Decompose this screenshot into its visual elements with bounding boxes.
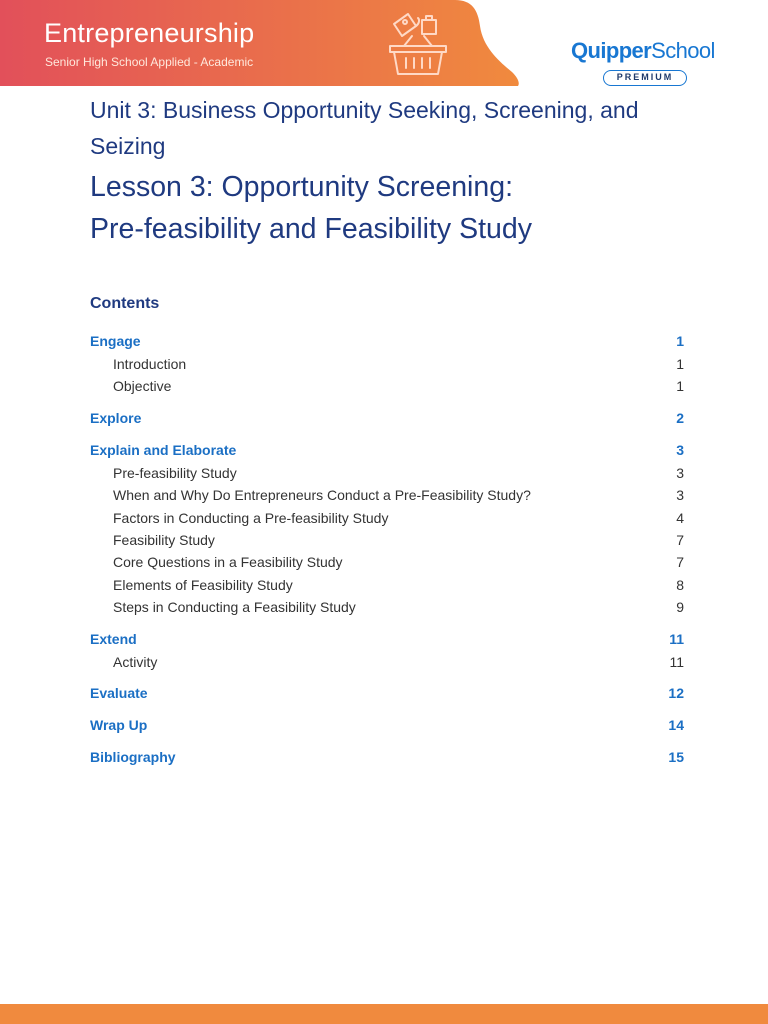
- logo-wordmark: [571, 38, 715, 64]
- toc-section-page-number: 12: [668, 684, 684, 701]
- toc-subsection-label: Elements of Feasibility Study: [113, 576, 293, 593]
- shopping-basket-icon: [386, 10, 450, 78]
- toc-section-label: Explain and Elaborate: [90, 441, 237, 458]
- toc-section-label: Engage: [90, 333, 141, 349]
- contents-heading: Contents: [90, 295, 160, 312]
- toc-subsection-label: Introduction: [113, 356, 187, 372]
- toc-subsection-link[interactable]: [90, 507, 684, 529]
- toc-subsection-page-number: 3: [676, 464, 684, 481]
- toc-section-page-number: 3: [676, 441, 684, 458]
- toc-subsection-page-number: 7: [676, 531, 684, 548]
- toc-subsection-link[interactable]: [90, 353, 684, 375]
- toc-section-link[interactable]: [90, 714, 684, 737]
- toc-subsection-page-number: 8: [676, 576, 684, 593]
- toc-section-label: Extend: [90, 630, 137, 647]
- toc-section-link[interactable]: [90, 682, 684, 705]
- toc-subsection-link[interactable]: [90, 596, 684, 618]
- logo-word-quipper: Quipper: [571, 38, 652, 63]
- toc-subsection-label: Factors in Conducting a Pre-feasibility Study: [113, 509, 389, 526]
- logo-word-school: School: [651, 38, 715, 63]
- toc-section-page-number: 1: [676, 333, 684, 349]
- toc-section-page-number: 2: [676, 409, 684, 426]
- toc-section-link[interactable]: [90, 628, 684, 651]
- toc-subsection-link[interactable]: [90, 651, 684, 673]
- toc-subsection-link[interactable]: [90, 551, 684, 573]
- toc-subsection-link[interactable]: [90, 529, 684, 551]
- toc-subsection-page-number: 11: [669, 653, 684, 670]
- course-title: Entrepreneurship: [44, 18, 255, 48]
- toc-subsection-page-number: 4: [676, 509, 684, 526]
- lesson-title: [90, 166, 710, 250]
- toc-subsection-label: Core Questions in a Feasibility Study: [113, 554, 343, 571]
- toc-subsection-link[interactable]: [90, 484, 684, 506]
- premium-badge: PREMIUM: [603, 70, 687, 86]
- lesson-title-line-1: Lesson 3: Opportunity Screening:: [90, 171, 514, 203]
- toc-section-label: Bibliography: [90, 748, 176, 765]
- course-subtitle: Senior High School Applied - Academic: [45, 55, 254, 69]
- toc-subsection-label: When and Why Do Entrepreneurs Conduct a Pre-Feasibility Study?: [113, 487, 531, 504]
- toc-subsection-page-number: 3: [676, 487, 684, 504]
- lesson-title-line-2: Pre-feasibility and Feasibility Study: [90, 213, 532, 245]
- toc-subsection-page-number: 1: [676, 356, 684, 372]
- table-of-contents: [90, 330, 684, 769]
- toc-section-label: Wrap Up: [90, 716, 148, 733]
- unit-title: Unit 3: Business Opportunity Seeking, Screening, and Seizing: [90, 97, 639, 159]
- toc-subsection-page-number: 1: [676, 378, 684, 395]
- toc-section-page-number: 14: [668, 716, 684, 733]
- toc-subsection-label: Objective: [113, 378, 172, 395]
- toc-subsection-link[interactable]: [90, 462, 684, 484]
- toc-section-link[interactable]: [90, 439, 684, 462]
- toc-subsection-page-number: 9: [676, 599, 684, 616]
- toc-section-page-number: 11: [669, 630, 684, 647]
- toc-section-label: Explore: [90, 409, 142, 426]
- toc-section-label: Evaluate: [90, 684, 148, 701]
- toc-subsection-page-number: 7: [676, 554, 684, 571]
- quipper-school-logo: [571, 38, 723, 88]
- toc-section-link[interactable]: [90, 746, 684, 769]
- toc-section-page-number: 15: [668, 748, 684, 765]
- toc-section-link[interactable]: [90, 330, 684, 353]
- toc-subsection-label: Pre-feasibility Study: [113, 464, 237, 481]
- toc-subsection-link[interactable]: [90, 574, 684, 596]
- toc-subsection-label: Steps in Conducting a Feasibility Study: [113, 599, 356, 616]
- toc-subsection-link[interactable]: [90, 375, 684, 397]
- toc-subsection-label: Activity: [113, 653, 158, 670]
- toc-subsection-label: Feasibility Study: [113, 531, 215, 548]
- toc-section-link[interactable]: [90, 407, 684, 430]
- footer-bar: [0, 1004, 768, 1024]
